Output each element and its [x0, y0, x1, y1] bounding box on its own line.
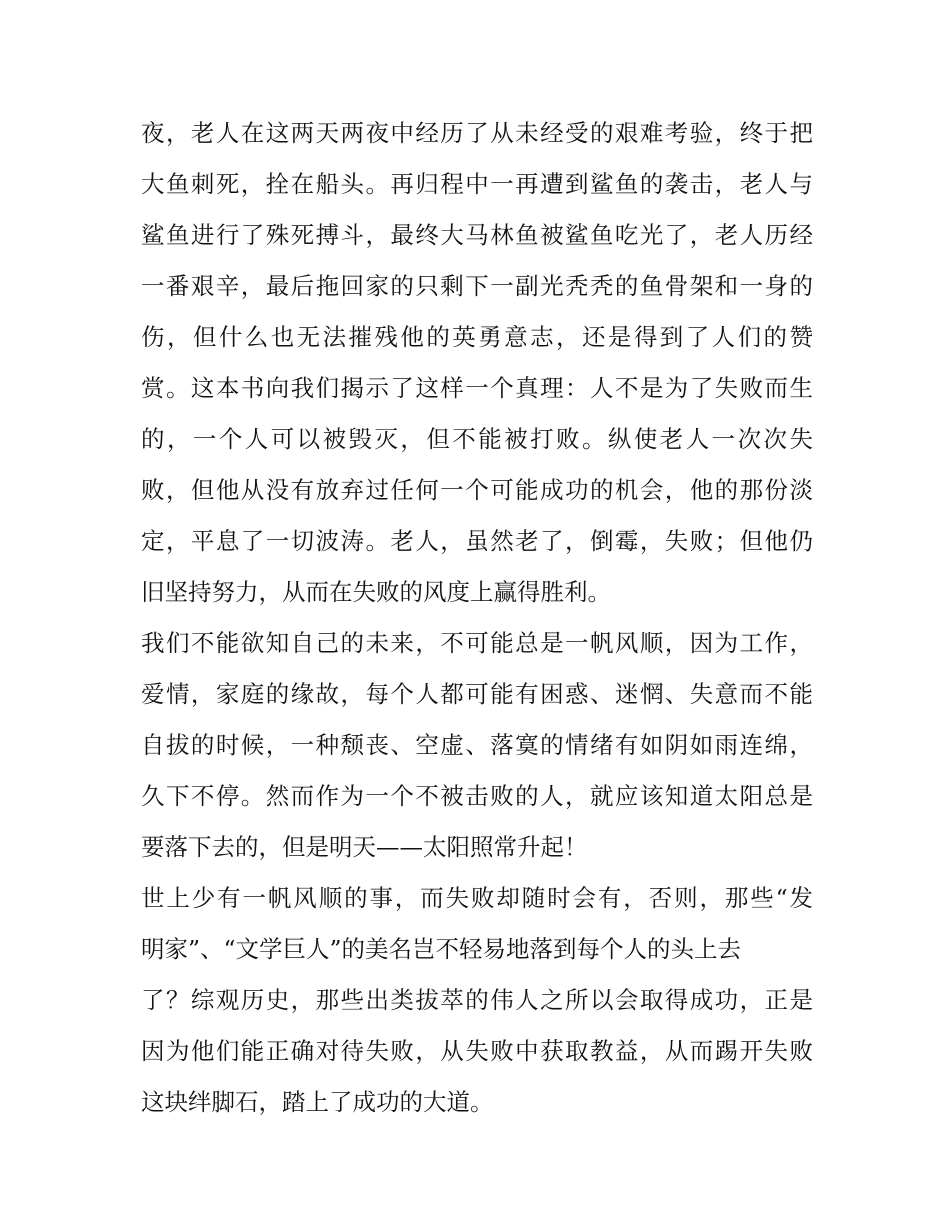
text-line: 要落下去的，但是明天——太阳照常升起！	[141, 833, 588, 861]
text-line: 伤，但什么也无法摧残他的英勇意志，还是得到了人们的赞	[141, 323, 813, 351]
text-line: 鲨鱼进行了殊死搏斗，最终大马林鱼被鲨鱼吃光了，老人历经	[141, 221, 813, 249]
text-line: 夜，老人在这两天两夜中经历了从未经受的艰难考验，终于把	[141, 119, 813, 147]
text-line: 一番艰辛，最后拖回家的只剩下一副光秃秃的鱼骨架和一身的	[141, 272, 813, 300]
text-line: 这块绊脚石，踏上了成功的大道。	[141, 1088, 494, 1116]
text-line: 的，一个人可以被毁灭，但不能被打败。纵使老人一次次失	[141, 425, 813, 453]
text-line: 了？综观历史，那些出类拔萃的伟人之所以会取得成功，正是	[141, 986, 813, 1014]
text-line: 我们不能欲知自己的未来，不可能总是一帆风顺，因为工作，	[141, 629, 813, 657]
text-line: 世上少有一帆风顺的事，而失败却随时会有，否则，那些“发	[141, 884, 813, 912]
text-line: 因为他们能正确对待失败，从失败中获取教益，从而踢开失败	[141, 1037, 813, 1065]
text-line: 定，平息了一切波涛。老人，虽然老了，倒霉，失败；但他仍	[141, 527, 813, 555]
paragraph-2	[141, 618, 813, 873]
text-line: 败，但他从没有放弃过任何一个可能成功的机会，他的那份淡	[141, 476, 813, 504]
text-line: 明家”、“文学巨人”的美名岂不轻易地落到每个人的头上去	[141, 935, 742, 963]
text-line: 爱情，家庭的缘故，每个人都可能有困惑、迷惘、失意而不能	[141, 680, 813, 708]
body-text	[141, 108, 813, 1128]
text-line: 赏。这本书向我们揭示了这样一个真理：人不是为了失败而生	[141, 374, 813, 402]
paragraph-1	[141, 108, 813, 618]
text-line: 旧坚持努力，从而在失败的风度上赢得胜利。	[141, 578, 611, 606]
text-line: 久下不停。然而作为一个不被击败的人，就应该知道太阳总是	[141, 782, 813, 810]
paragraph-3	[141, 873, 813, 1128]
text-line: 自拔的时候，一种颓丧、空虚、落寞的情绪有如阴如雨连绵，	[141, 731, 813, 759]
text-line: 大鱼刺死，拴在船头。再归程中一再遭到鲨鱼的袭击，老人与	[141, 170, 813, 198]
